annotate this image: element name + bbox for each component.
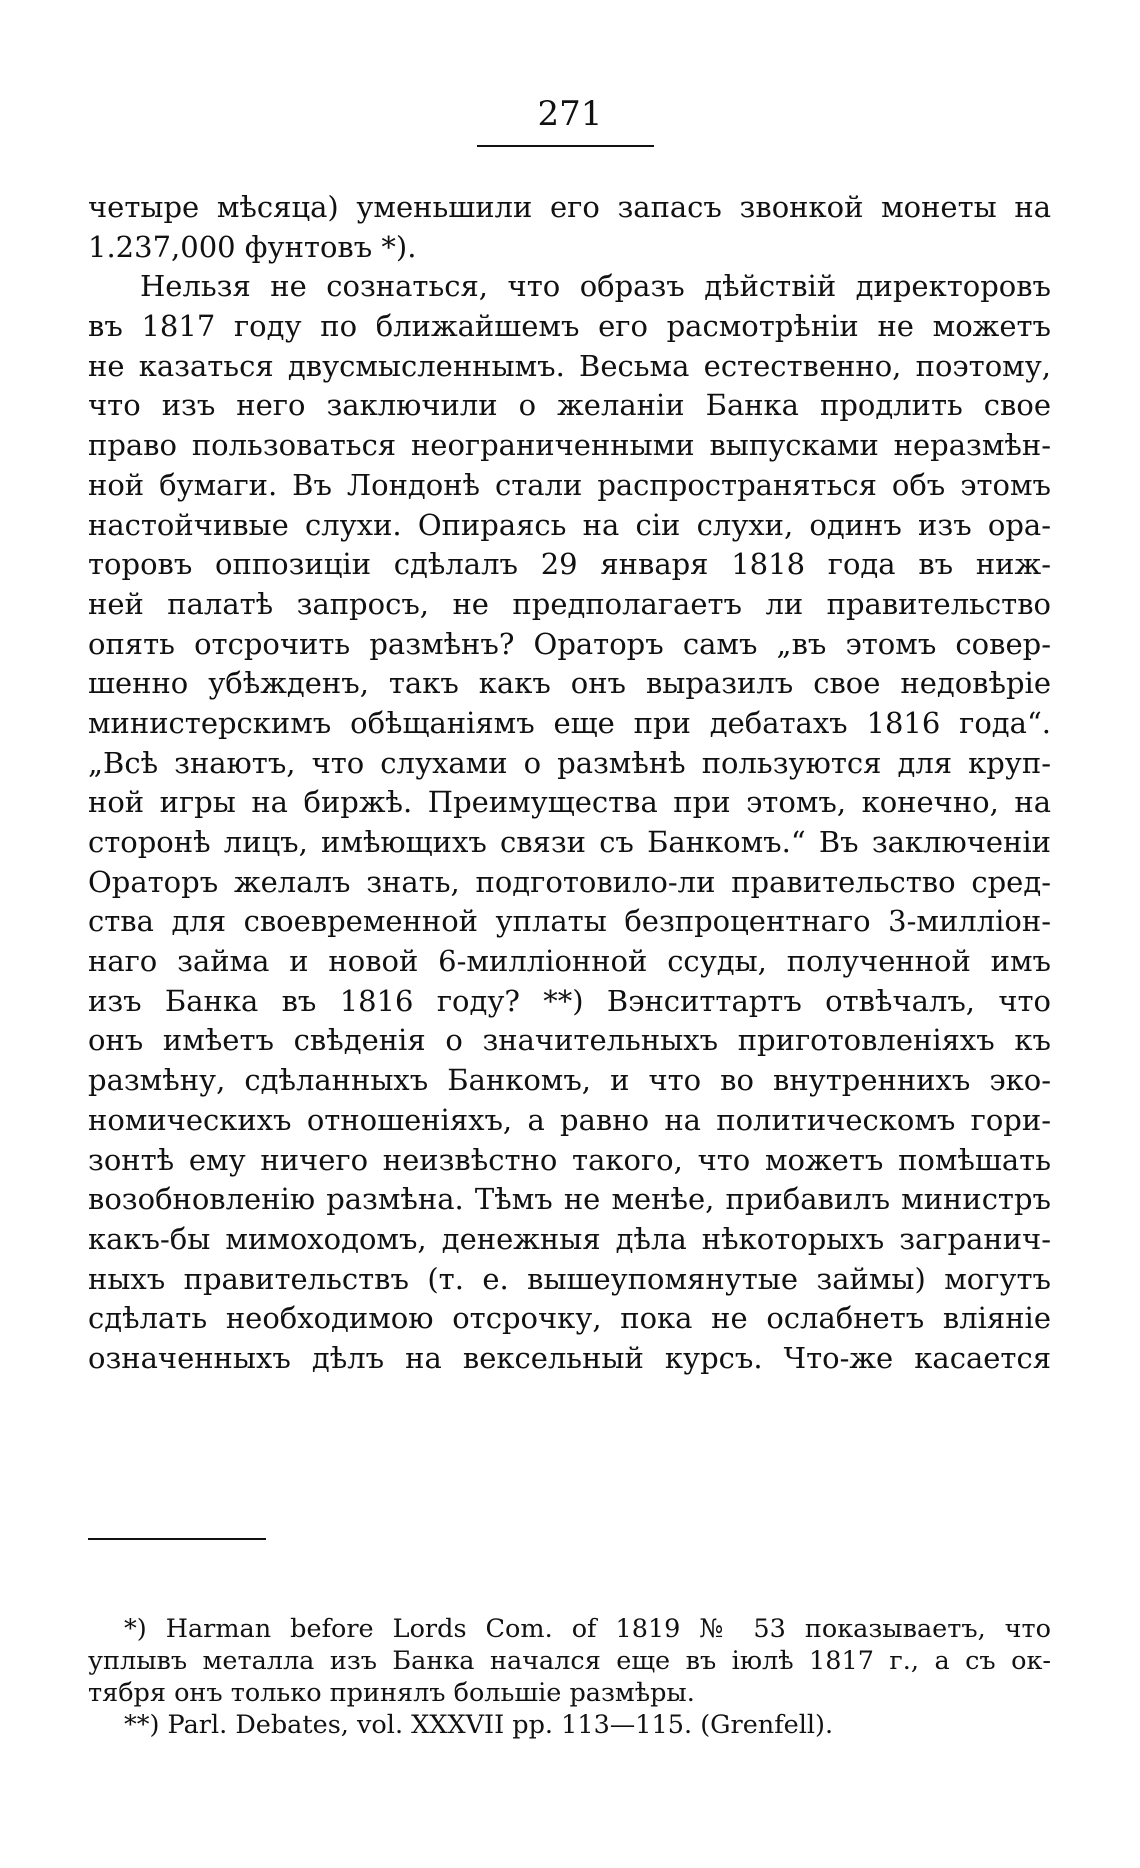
text-line: въ 1817 году по ближайшемъ его расмотрѣніи не можетъ	[88, 309, 1051, 344]
text-line: что изъ него заключили о желаніи Банка продлить свое	[88, 388, 1051, 423]
text-line: возобновленію размѣна. Тѣмъ не менѣе, прибавилъ министръ	[88, 1182, 1051, 1217]
text-line: не казаться двусмысленнымъ. Весьма естественно, поэтому,	[88, 348, 1051, 383]
text-line: наго займа и новой 6-милліонной ссуды, полученной имъ	[88, 944, 1051, 979]
footnote-line: уплывъ металла изъ Банка начался еще въ іюлѣ 1817 г., а съ ок-	[88, 1646, 1051, 1676]
text-line: 1.237,000 фунтовъ *).	[88, 229, 417, 264]
text-line: торовъ оппозиціи сдѣлалъ 29 января 1818 года въ ниж-	[88, 547, 1051, 582]
text-line: министерскимъ обѣщаніямъ еще при дебатахъ 1816 года“.	[88, 705, 1051, 740]
footnote-line: тября онъ только принялъ большіе размѣры.	[88, 1678, 695, 1708]
text-line: размѣну, сдѣланныхъ Банкомъ, и что во внутреннихъ эко-	[88, 1063, 1051, 1098]
footnote-line: *) Harman before Lords Com. of 1819 № 53 показываетъ, что	[124, 1614, 1051, 1644]
text-line: опять отсрочить размѣнъ? Ораторъ самъ „въ этомъ совер-	[88, 626, 1051, 661]
body-text	[88, 188, 1051, 1379]
text-line: настойчивые слухи. Опираясь на сіи слухи, одинъ изъ ора-	[88, 507, 1051, 542]
text-line: ныхъ правительствъ (т. е. вышеупомянутые займы) могутъ	[88, 1261, 1051, 1296]
text-line: какъ-бы мимоходомъ, денежныя дѣла нѣкоторыхъ загранич-	[88, 1221, 1051, 1256]
text-line: номическихъ отношеніяхъ, а равно на политическомъ гори-	[88, 1102, 1051, 1137]
text-line: онъ имѣетъ свѣденія о значительныхъ приготовленіяхъ къ	[88, 1023, 1051, 1058]
text-line: ства для своевременной уплаты безпроцентнаго 3-милліон-	[88, 904, 1051, 939]
text-line: „Всѣ знаютъ, что слухами о размѣнѣ пользуются для круп-	[88, 745, 1051, 780]
text-line: зонтѣ ему ничего неизвѣстно такого, что можетъ помѣшать	[88, 1142, 1051, 1177]
footnotes	[88, 1613, 1051, 1741]
footnote-line: **) Parl. Debates, vol. XXXVII pp. 113—115. (Grenfell).	[124, 1710, 834, 1740]
page-number-rule	[477, 145, 654, 147]
text-line: ней палатѣ запросъ, не предполагаетъ ли правительство	[88, 586, 1051, 621]
text-line: Нельзя не сознаться, что образъ дѣйствій директоровъ	[140, 269, 1051, 304]
text-line: ной игры на биржѣ. Преимущества при этомъ, конечно, на	[88, 785, 1051, 820]
text-line: означенныхъ дѣлъ на вексельный курсъ. Что-же касается	[88, 1340, 1051, 1375]
text-line: шенно убѣжденъ, такъ какъ онъ выразилъ свое недовѣріе	[88, 666, 1051, 701]
text-line: изъ Банка въ 1816 году? **) Вэнситтартъ отвѣчалъ, что	[88, 983, 1051, 1018]
footnote-rule	[88, 1538, 266, 1540]
text-line: сдѣлать необходимою отсрочку, пока не ослабнетъ вліяніе	[88, 1301, 1051, 1336]
page-number: 271	[537, 94, 603, 134]
text-line: Ораторъ желалъ знать, подготовило-ли правительство сред-	[88, 864, 1051, 899]
text-line: четыре мѣсяца) уменьшили его запасъ звонкой монеты на	[88, 190, 1051, 224]
text-line: право пользоваться неограниченными выпусками неразмѣн-	[88, 428, 1051, 463]
text-line: ной бумаги. Въ Лондонѣ стали распространяться объ этомъ	[88, 467, 1051, 502]
text-line: сторонѣ лицъ, имѣющихъ связи съ Банкомъ.“ Въ заключеніи	[88, 825, 1051, 859]
